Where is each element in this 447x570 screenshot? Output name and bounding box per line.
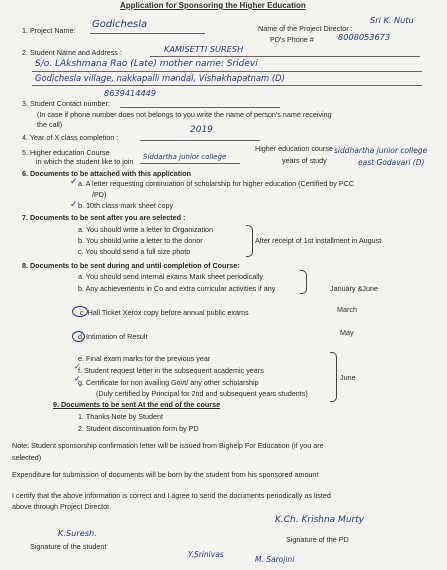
note-1b: selected) xyxy=(12,453,42,462)
address-line-3: 8639414449 xyxy=(104,88,157,98)
section-6-b: b. 10th class mark sheet copy xyxy=(78,201,174,210)
checkmark-icon: ✓ xyxy=(74,374,81,383)
certify-line-1: I certify that the above information is correct and I agree to send the documents periodically as listed xyxy=(12,491,331,500)
years-label-1: Higher education course xyxy=(255,144,333,153)
pd-signature: K.Ch. Krishna Murty xyxy=(275,515,365,525)
section-8-f: f. Student request letter in the subsequent academic years xyxy=(78,366,264,375)
director-value: Sri K. Nutu xyxy=(370,15,414,25)
xclass-label: 4. Year of X class completion : xyxy=(22,133,119,142)
note-1: Note: Student sponsorship confirmation letter will be issued from Bighelp For Education (if you are xyxy=(12,441,324,450)
section-8-b: b. Any achievements in Co and extra curricular activities if any xyxy=(78,284,276,293)
course-label-2: in which the student like to join xyxy=(36,157,134,166)
address-line-2: Godichesla village, nakkapalli mandal, Vishakhapatnam (D) xyxy=(35,73,285,83)
note-2: Expenditure for submission of documents will be born by the student from his sponsored amount xyxy=(12,470,319,479)
section-8-g: g. Certificate for non availing Govt/ any other scholarship xyxy=(78,378,259,387)
student-signature: K.Suresh. xyxy=(58,528,97,538)
section-7-b: b. You should write a letter to the donor xyxy=(78,236,203,245)
section-8-g2: (Duly certified by Principal for 2nd and subsequent years students) xyxy=(96,389,308,398)
years-label-2: years of study xyxy=(282,156,327,165)
checkmark-icon: ✓ xyxy=(74,362,81,371)
phone-label: PD's Phone # xyxy=(270,35,314,44)
director-label: Name of the Project Director : xyxy=(258,24,353,33)
section-7-note: After receipt of 1st installment in August xyxy=(255,236,382,245)
section-7-c: c. You should send a full size photo xyxy=(78,247,191,256)
course-value: Siddartha junior college xyxy=(143,153,227,161)
college-value-1: siddhartha junior college xyxy=(334,146,428,155)
phone-value: 8008053673 xyxy=(338,32,391,42)
pd-signature-label: Signature of the PD xyxy=(286,535,349,544)
witness-signature-2: M. Sarojini xyxy=(255,555,295,564)
section-6-a2: /PD) xyxy=(92,190,107,199)
checkmark-icon: ✓ xyxy=(70,199,78,209)
section-9-title: 9. Documents to be sent At the end of the course xyxy=(53,400,221,409)
section-9-item-1: 1. Thanks Note by Student xyxy=(78,412,163,421)
section-8-g-note: June xyxy=(340,373,356,382)
section-6-title: 6. Documents to be attached with this application xyxy=(22,169,191,178)
college-value-2: east Godavari (D) xyxy=(358,158,425,167)
page-title: Application for Sponsoring the Higher Education xyxy=(120,1,306,10)
section-8-d: d. Intimation of Result xyxy=(78,332,148,341)
section-8-d-note: May xyxy=(340,328,354,337)
section-8-c-note: March xyxy=(337,305,357,314)
project-name-value: Godichesla xyxy=(92,19,148,30)
xclass-value: 2019 xyxy=(190,125,213,135)
section-7-a: a. You should write a letter to Organization xyxy=(78,225,214,234)
section-8-title: 8. Documents to be sent during and until completion of Course: xyxy=(22,261,240,270)
student-name-value: KAMISETTI SURESH xyxy=(164,44,244,54)
student-signature-label: Signature of the student xyxy=(30,542,107,551)
student-label: 2. Student Name and Address : xyxy=(22,48,122,57)
project-name-label: 1. Project Name: xyxy=(22,26,76,35)
section-8-e: e. Final exam marks for the previous year xyxy=(78,354,211,363)
section-7-title: 7. Documents to be sent after you are selected : xyxy=(22,213,186,222)
address-line-1: S/o. LAkshmana Rao (Late) mother name: Sridevi xyxy=(35,59,258,69)
section-8-a: a. You should send internal exams Mark sheet periodically xyxy=(78,272,263,281)
section-6-a: a. A letter requesting continuation of scholarship for higher education (Certified by PCC xyxy=(78,179,355,188)
contact-note-2: the call) xyxy=(37,120,63,129)
contact-label: 3. Student Contact number: xyxy=(22,99,110,108)
section-9-item-2: 2. Student discontinuation form by PD xyxy=(78,424,199,433)
section-8-b-note: January &June xyxy=(330,284,378,293)
checkmark-icon: ✓ xyxy=(70,176,78,186)
witness-signature-1: Y.Srinivas xyxy=(188,550,224,559)
section-8-c: c. Hall Ticket Xerox copy before annual public exams xyxy=(80,308,249,317)
contact-note-1: (In case if phone number does not belongs to you write the name of person's name receiving xyxy=(37,110,332,119)
certify-line-2: above through Project Director. xyxy=(12,502,112,511)
course-label-1: 5. Higher education Course xyxy=(22,148,110,157)
